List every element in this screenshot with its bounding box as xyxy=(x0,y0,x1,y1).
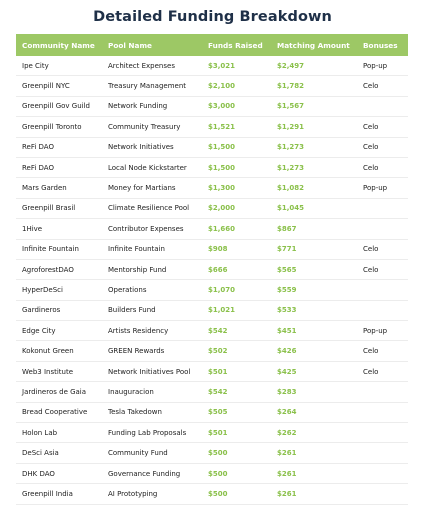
funds-raised-cell: $502 xyxy=(208,347,228,356)
column-header-community-name: Community Name xyxy=(22,40,95,50)
table-row xyxy=(16,321,408,341)
matching-amount-cell: $261 xyxy=(277,489,297,498)
table-row xyxy=(16,403,408,423)
funds-raised-cell: $500 xyxy=(208,469,228,478)
matching-amount-cell: $1,291 xyxy=(277,122,305,131)
community-name-cell: DeSci Asia xyxy=(22,449,59,458)
pool-name-cell: Network Initiatives xyxy=(108,143,174,152)
matching-amount-cell: $565 xyxy=(277,265,297,274)
column-header-matching-amount: Matching Amount xyxy=(277,40,350,50)
funds-raised-cell: $2,000 xyxy=(208,204,236,213)
table-row xyxy=(16,423,408,443)
community-name-cell: AgroforestDAO xyxy=(22,265,74,274)
matching-amount-cell: $264 xyxy=(277,408,297,417)
community-name-cell: Holon Lab xyxy=(22,428,58,437)
bonus-cell: Celo xyxy=(363,265,379,274)
matching-amount-cell: $283 xyxy=(277,387,297,396)
table-row xyxy=(16,341,408,361)
pool-name-cell: Local Node Kickstarter xyxy=(108,163,187,172)
column-header-funds-raised: Funds Raised xyxy=(208,40,263,50)
table-row xyxy=(16,362,408,382)
pool-name-cell: Governance Funding xyxy=(108,469,181,478)
pool-name-cell: Network Funding xyxy=(108,102,168,111)
table-row xyxy=(16,260,408,280)
matching-amount-cell: $261 xyxy=(277,469,297,478)
bonus-cell: Celo xyxy=(363,347,379,356)
community-name-cell: Web3 Institute xyxy=(22,367,74,376)
table-body xyxy=(16,56,408,505)
funds-raised-cell: $1,021 xyxy=(208,306,236,315)
pool-name-cell: Money for Martians xyxy=(108,184,176,193)
funds-raised-cell: $500 xyxy=(208,449,228,458)
pool-name-cell: AI Prototyping xyxy=(108,489,158,498)
matching-amount-cell: $771 xyxy=(277,245,297,254)
funds-raised-cell: $1,300 xyxy=(208,184,236,193)
table-row xyxy=(16,76,408,96)
community-name-cell: Ipe City xyxy=(22,61,49,70)
community-name-cell: DHK DAO xyxy=(22,469,55,478)
table-row xyxy=(16,219,408,239)
pool-name-cell: Tesla Takedown xyxy=(108,408,162,417)
funds-raised-cell: $2,100 xyxy=(208,82,236,91)
matching-amount-cell: $559 xyxy=(277,285,297,294)
table-row xyxy=(16,443,408,463)
community-name-cell: Greenpill NYC xyxy=(22,82,70,91)
community-name-cell: Greenpill Gov Guild xyxy=(22,102,90,111)
matching-amount-cell: $1,782 xyxy=(277,82,305,91)
funds-raised-cell: $1,660 xyxy=(208,224,236,233)
pool-name-cell: Operations xyxy=(108,285,147,294)
bonus-cell: Celo xyxy=(363,122,379,131)
community-name-cell: ReFi DAO xyxy=(22,163,54,172)
page-title: Detailed Funding Breakdown xyxy=(93,9,332,25)
community-name-cell: Gardineros xyxy=(22,306,61,315)
matching-amount-cell: $2,497 xyxy=(277,61,305,70)
table-row xyxy=(16,301,408,321)
table-row xyxy=(16,97,408,117)
pool-name-cell: Infinite Fountain xyxy=(108,245,165,254)
bonus-cell: Celo xyxy=(363,143,379,152)
table-row xyxy=(16,199,408,219)
matching-amount-cell: $451 xyxy=(277,326,297,335)
community-name-cell: Jardineros de Gaia xyxy=(22,387,87,396)
bonus-cell: Celo xyxy=(363,163,379,172)
table-row xyxy=(16,484,408,504)
table-row xyxy=(16,280,408,300)
matching-amount-cell: $1,567 xyxy=(277,102,305,111)
funding-table xyxy=(16,34,408,505)
funds-raised-cell: $501 xyxy=(208,428,228,437)
bonus-cell: Celo xyxy=(363,82,379,91)
community-name-cell: ReFi DAO xyxy=(22,143,54,152)
community-name-cell: HyperDeSci xyxy=(22,285,63,294)
table-header xyxy=(16,34,408,56)
table-row xyxy=(16,117,408,137)
matching-amount-cell: $1,082 xyxy=(277,184,305,193)
pool-name-cell: Treasury Management xyxy=(108,82,187,91)
bonus-cell: Pop-up xyxy=(363,61,388,70)
matching-amount-cell: $426 xyxy=(277,347,297,356)
table-row xyxy=(16,158,408,178)
community-name-cell: Greenpill India xyxy=(22,489,73,498)
matching-amount-cell: $425 xyxy=(277,367,297,376)
table-row xyxy=(16,382,408,402)
bonus-cell: Pop-up xyxy=(363,326,388,335)
pool-name-cell: Community Treasury xyxy=(108,122,181,131)
community-name-cell: Greenpill Brasil xyxy=(22,204,76,213)
funds-raised-cell: $501 xyxy=(208,367,228,376)
pool-name-cell: Builders Fund xyxy=(108,306,156,315)
table-row xyxy=(16,464,408,484)
table-row xyxy=(16,56,408,76)
community-name-cell: Edge City xyxy=(22,326,56,335)
pool-name-cell: Mentorship Fund xyxy=(108,265,167,274)
funds-raised-cell: $542 xyxy=(208,387,228,396)
table-row xyxy=(16,178,408,198)
table-row xyxy=(16,138,408,158)
table-row xyxy=(16,240,408,260)
matching-amount-cell: $262 xyxy=(277,428,297,437)
funds-raised-cell: $3,000 xyxy=(208,102,236,111)
pool-name-cell: Inauguracion xyxy=(108,387,154,396)
bonus-cell: Celo xyxy=(363,245,379,254)
community-name-cell: Bread Cooperative xyxy=(22,408,88,417)
pool-name-cell: Climate Resilience Pool xyxy=(108,204,190,213)
pool-name-cell: Network Initiatives Pool xyxy=(108,367,191,376)
pool-name-cell: Artists Residency xyxy=(108,326,169,335)
pool-name-cell: Funding Lab Proposals xyxy=(108,428,187,437)
column-header-bonuses: Bonuses xyxy=(363,40,398,50)
funds-raised-cell: $500 xyxy=(208,489,228,498)
matching-amount-cell: $533 xyxy=(277,306,297,315)
funds-raised-cell: $908 xyxy=(208,245,228,254)
community-name-cell: Greenpill Toronto xyxy=(22,122,82,131)
pool-name-cell: Contributor Expenses xyxy=(108,224,184,233)
pool-name-cell: Architect Expenses xyxy=(108,61,175,70)
matching-amount-cell: $867 xyxy=(277,224,297,233)
matching-amount-cell: $1,045 xyxy=(277,204,305,213)
matching-amount-cell: $261 xyxy=(277,449,297,458)
funds-raised-cell: $1,500 xyxy=(208,143,236,152)
bonus-cell: Pop-up xyxy=(363,184,388,193)
funds-raised-cell: $1,521 xyxy=(208,122,236,131)
pool-name-cell: GREEN Rewards xyxy=(108,347,165,356)
community-name-cell: Infinite Fountain xyxy=(22,245,79,254)
pool-name-cell: Community Fund xyxy=(108,449,168,458)
community-name-cell: Kokonut Green xyxy=(22,347,74,356)
funds-raised-cell: $3,021 xyxy=(208,61,236,70)
funds-raised-cell: $1,500 xyxy=(208,163,236,172)
bonus-cell: Celo xyxy=(363,367,379,376)
matching-amount-cell: $1,273 xyxy=(277,163,305,172)
funds-raised-cell: $666 xyxy=(208,265,228,274)
funds-raised-cell: $542 xyxy=(208,326,228,335)
community-name-cell: 1Hive xyxy=(22,224,43,233)
column-header-pool-name: Pool Name xyxy=(108,40,152,50)
community-name-cell: Mars Garden xyxy=(22,184,67,193)
matching-amount-cell: $1,273 xyxy=(277,143,305,152)
funds-raised-cell: $505 xyxy=(208,408,228,417)
funds-raised-cell: $1,070 xyxy=(208,285,236,294)
